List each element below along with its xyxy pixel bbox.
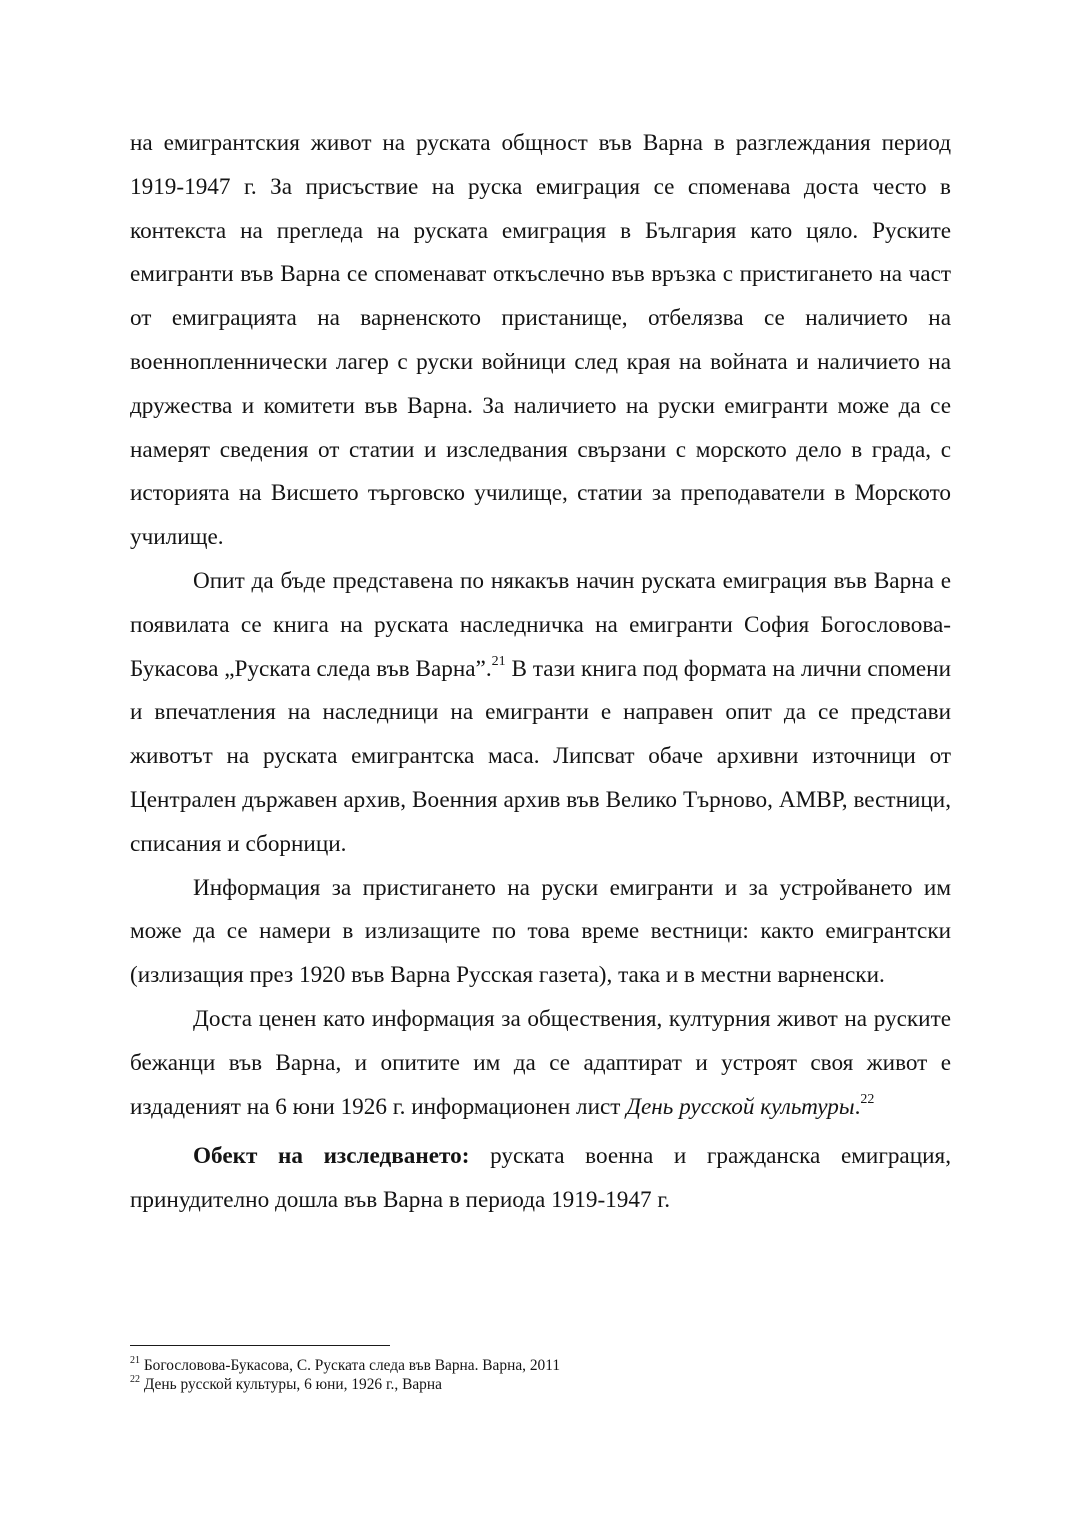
paragraph-4-italic-title: День русской культуры xyxy=(626,1093,855,1120)
paragraph-2 xyxy=(130,560,951,867)
paragraph-4-text-a: Доста ценен като информация за обществения, културния живот на руските бежанци във Варна, и опитите им да се адаптират и устроят своя живот е издаденият на 6 юни 1926 г. информационен лист xyxy=(130,1005,951,1120)
research-object-label: Обект на изследването: xyxy=(193,1143,470,1170)
footnote-ref-21[interactable]: 21 xyxy=(491,653,506,669)
footnotes xyxy=(130,1356,951,1394)
footnote-ref-22[interactable]: 22 xyxy=(860,1091,875,1107)
paragraph-3: Информация за пристигането на руски емигранти и за устройването им може да се намери в излизащите по това време вестници: както емигрантски (излизащия през 1920 във Варна Русская газета), така и в местни варненски. xyxy=(130,874,951,989)
paragraph-5 xyxy=(130,1135,951,1223)
paragraph-4-period: . xyxy=(854,1093,861,1120)
body-text xyxy=(130,122,951,1223)
research-object-text: руската военна и гражданска емиграция, принудително дошла във Варна в периода 1919-1947 г. xyxy=(130,1143,951,1214)
footnote-text: День русской культуры, 6 юни, 1926 г., Варна xyxy=(140,1376,442,1393)
paragraph-1: на емигрантския живот на руската общност във Варна в разглеждания период 1919-1947 г. За присъствие на руска емиграция се споменава доста често в контекста на прегледа на руската емиграция в България като цяло. Руските емигранти във Варна се споменават откъслечно във връзка с пристигането на част от емиграцията на варненското пристанище, отбелязва се наличието на военнопленнически лагер с руски войници след края на войната и наличието на дружества и комитети във Варна. За наличието на руски емигранти може да се намерят сведения от статии и изследвания свързани с морското дело в града, с историята на Висшето търговско училище, статии за преподаватели в Морското училище. xyxy=(130,130,951,551)
footnote-21 xyxy=(130,1356,951,1375)
footnote-text: Богословова-Букасова, С. Руската следа във Варна. Варна, 2011 xyxy=(140,1357,561,1374)
footnote-number: 22 xyxy=(130,1373,140,1385)
paragraph-4 xyxy=(130,998,951,1129)
footnote-22 xyxy=(130,1375,951,1394)
paragraph-2-text-a: Опит да бъде представена по някакъв начин руската емиграция във Варна е появилата се книга на руската наследничка на емигранти София Богословова-Букасова „Руската следа във Варна”. xyxy=(130,567,951,682)
footnote-number: 21 xyxy=(130,1354,140,1366)
footnote-divider xyxy=(130,1345,390,1346)
paragraph-2-text-b: В тази книга под формата на лични спомени и впечатления на наследници на емигранти е направен опит да се представи животът на руската емигрантска маса. Липсват обаче архивни източници от Централен държавен архив, Военния архив във Велико Търново, АМВР, вестници, списания и сборници. xyxy=(130,655,951,857)
